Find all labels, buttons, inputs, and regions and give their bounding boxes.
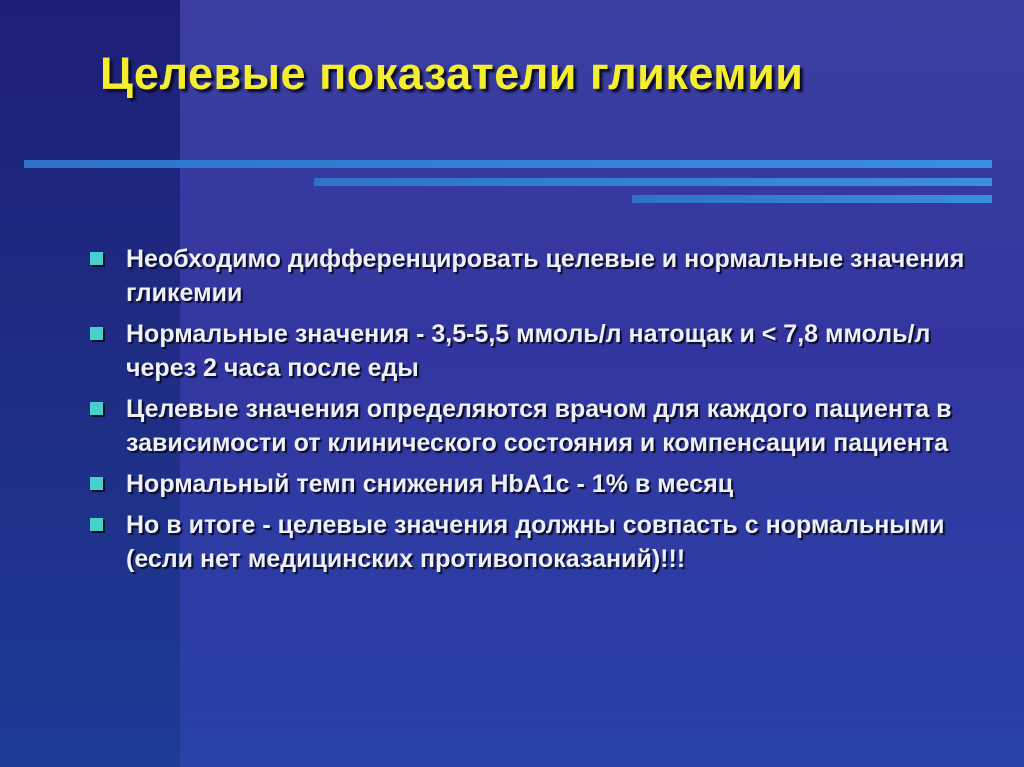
bullet-list xyxy=(88,242,988,583)
bullet-item xyxy=(88,467,988,501)
square-bullet-icon xyxy=(90,402,103,415)
bullet-item xyxy=(88,392,988,460)
decorative-line-2 xyxy=(314,178,992,186)
decorative-line-3 xyxy=(632,195,992,203)
square-bullet-icon xyxy=(90,518,103,531)
bullet-text: Целевые значения определяются врачом для каждого пациента в зависимости от клинического состояния и компенсации пациента xyxy=(126,395,952,457)
bullet-item xyxy=(88,317,988,385)
slide-title: Целевые показатели гликемии xyxy=(100,48,804,99)
square-bullet-icon xyxy=(90,477,103,490)
bullet-text: Нормальные значения - 3,5-5,5 ммоль/л натощак и < 7,8 ммоль/л через 2 часа после еды xyxy=(126,320,931,382)
bullet-text: Но в итоге - целевые значения должны совпасть с нормальными (если нет медицинских противопоказаний)!!! xyxy=(126,511,945,573)
square-bullet-icon xyxy=(90,252,103,265)
bullet-text: Нормальный темп снижения HbA1c - 1% в месяц xyxy=(126,470,734,498)
bullet-item xyxy=(88,508,988,576)
decorative-line-1 xyxy=(24,160,992,168)
bullet-text: Необходимо дифференцировать целевые и нормальные значения гликемии xyxy=(126,245,965,307)
square-bullet-icon xyxy=(90,327,103,340)
bullet-item xyxy=(88,242,988,310)
